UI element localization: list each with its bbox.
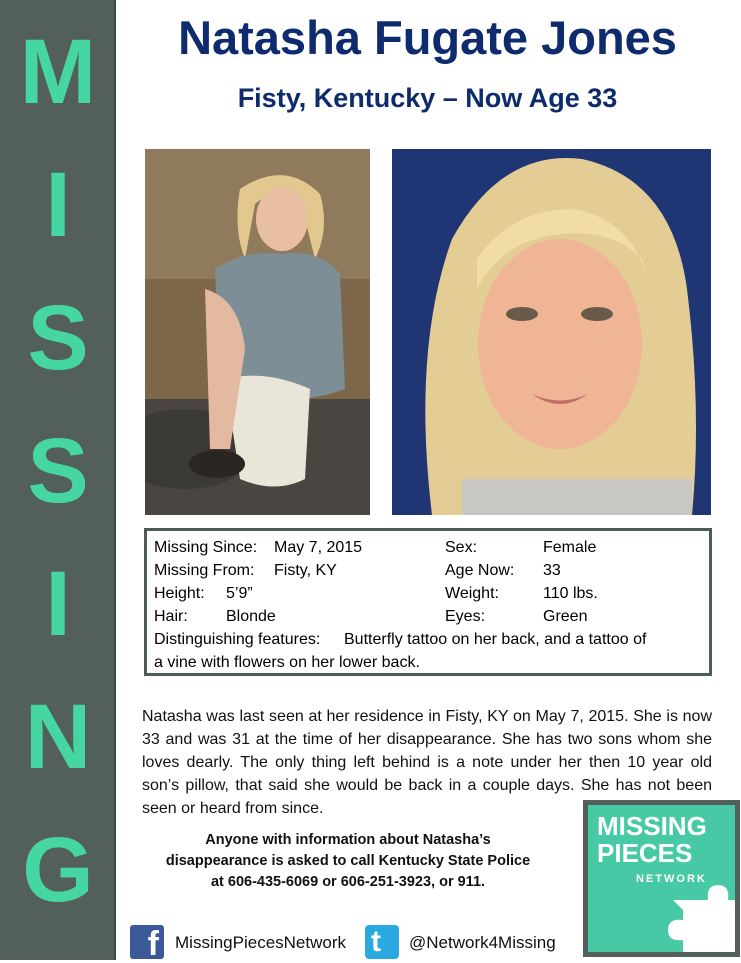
sidebar-letter: G — [22, 819, 94, 921]
photo-portrait — [392, 149, 711, 515]
missing-since-label: Missing Since: — [154, 539, 258, 556]
features-label: Distinguishing features: — [154, 631, 321, 648]
contact-line: disappearance is asked to call Kentucky State Police — [165, 853, 531, 869]
logo-line1: MISSING — [597, 811, 707, 841]
eyes-value: Green — [543, 608, 588, 625]
facebook-glyph: f — [147, 925, 159, 963]
age-value: 33 — [543, 562, 561, 579]
logo-title — [597, 813, 707, 867]
logo-line2: PIECES — [597, 838, 693, 868]
sidebar-letter: I — [45, 154, 71, 256]
photo-portrait-image — [392, 149, 711, 515]
person-name: Natasha Fugate Jones — [178, 11, 677, 64]
missing-since-value: May 7, 2015 — [274, 539, 363, 556]
facebook-handle[interactable]: MissingPiecesNetwork — [175, 933, 346, 952]
facebook-icon[interactable] — [130, 925, 164, 963]
height-label: Height: — [154, 585, 205, 602]
sex-label: Sex: — [445, 539, 478, 556]
eyes-label: Eyes: — [445, 608, 486, 625]
details-box — [144, 528, 712, 676]
photo-full-body — [145, 149, 370, 515]
sidebar-letter: M — [19, 21, 97, 123]
logo-subtitle: NETWORK — [636, 873, 707, 885]
photo-full-body-image — [145, 149, 370, 515]
height-value: 5’9” — [226, 585, 253, 602]
features-value-line1: Butterfly tattoo on her back, and a tattoo of — [344, 631, 647, 648]
weight-value: 110 lbs. — [543, 585, 598, 602]
weight-label: Weight: — [445, 585, 499, 602]
twitter-glyph: t — [371, 925, 381, 958]
narrative: Natasha was last seen at her residence in Fisty, KY on May 7, 2015. She is now 33 and was 31 at the time of her disappearance. She has two sons whom she loves dearly. The only thing left behind is a note under her then 10 year old son’s pillow, that said she would be back in a couple days. She has not been seen or heard from since. — [142, 708, 712, 817]
sex-value: Female — [543, 539, 597, 556]
contact-info — [128, 830, 568, 893]
contact-line: Anyone with information about Natasha’s — [205, 832, 491, 848]
sidebar-letter: I — [45, 553, 71, 655]
sidebar-letter: S — [27, 287, 89, 389]
missing-pieces-logo — [583, 800, 740, 957]
missing-from-label: Missing From: — [154, 562, 255, 579]
missing-from-value: Fisty, KY — [274, 562, 337, 579]
hair-value: Blonde — [226, 608, 276, 625]
age-label: Age Now: — [445, 562, 515, 579]
location-age: Fisty, Kentucky – Now Age 33 — [237, 83, 618, 113]
contact-line: at 606-435-6069 or 606-251-3923, or 911. — [210, 874, 486, 890]
sidebar-letter: N — [24, 686, 92, 788]
sidebar-letter: S — [27, 420, 89, 522]
twitter-icon[interactable] — [365, 925, 399, 959]
features-value-line2: a vine with flowers on her lower back. — [154, 654, 420, 671]
missing-sidebar — [0, 0, 116, 960]
hair-label: Hair: — [154, 608, 188, 625]
twitter-handle[interactable]: @Network4Missing — [409, 933, 556, 952]
